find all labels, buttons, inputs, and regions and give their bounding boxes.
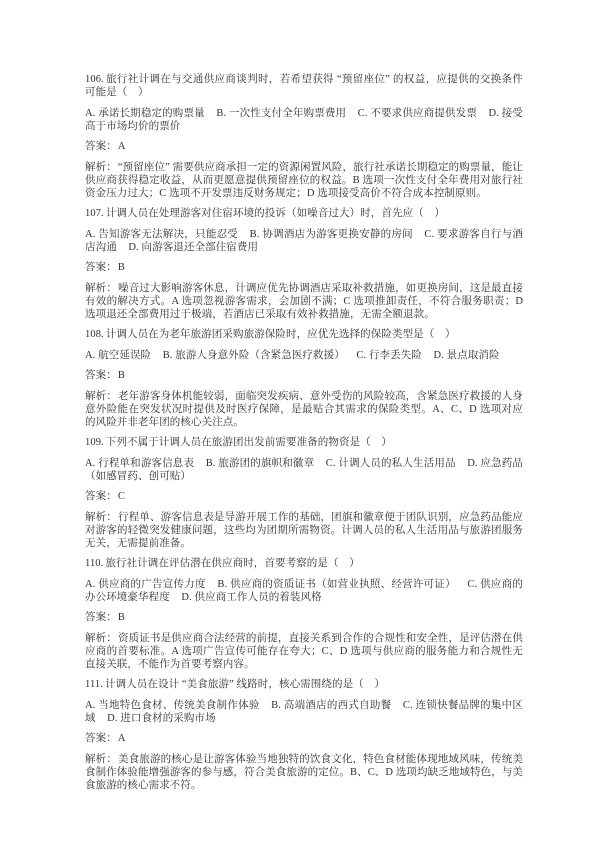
option-b: B. 旅游人身意外险（含紧急医疗救援） [162, 349, 345, 361]
answer-label: 答案： [85, 733, 117, 744]
answer-label: 答案： [85, 612, 117, 623]
question-block-109 [85, 436, 523, 550]
question-stem [85, 557, 523, 570]
question-stem-text: 旅行社计调在评估潜在供应商时，首要考察的是（ ） [105, 558, 360, 569]
answer-line [85, 140, 523, 153]
question-block-106 [85, 73, 523, 200]
question-stem [85, 328, 523, 341]
answer-label: 答案： [85, 141, 117, 152]
option-d: D. 应急药品（如感冒药、创可贴） [85, 457, 523, 482]
analysis-line [85, 282, 523, 321]
option-a: A. 行程单和游客信息表 [85, 457, 195, 469]
option-d: D. 进口食材的采购市场 [107, 712, 216, 724]
question-number: 108. [85, 329, 104, 340]
option-c: C. 不要求供应商提供发票 [357, 107, 477, 119]
analysis-text: “预留座位” 需要供应商承担一定的资源闲置风险，旅行社承诺长期稳定的购票量，能让供应商获得稳定收益，从而更愿意提供预留座位的权益。B 选项一次性支付全年费用对旅行社资金压力过大；C 选项不开发票违反财务规定；D 选项接受高价不符合成本控制原则。 [85, 161, 523, 199]
question-options [85, 699, 523, 725]
option-b: B. 旅游团的旗帜和徽章 [205, 457, 315, 469]
answer-line [85, 490, 523, 503]
answer-line [85, 369, 523, 382]
question-stem-text: 计调人员在处理游客对住宿环境的投诉（如噪音过大）时，首先应（ ） [105, 208, 445, 219]
answer-value: C [117, 491, 125, 502]
option-a: A. 供应商的广告宣传力度 [85, 578, 206, 590]
question-block-107 [85, 207, 523, 321]
question-stem [85, 678, 523, 691]
option-b: B. 供应商的资质证书（如营业执照、经营许可证） [217, 578, 456, 590]
option-d: D. 向游客退还全部住宿费用 [128, 241, 259, 253]
question-block-111 [85, 678, 523, 792]
question-block-108 [85, 328, 523, 429]
question-options [85, 578, 523, 604]
question-stem-text: 旅行社计调在与交通供应商谈判时，若希望获得 “预留座位” 的权益，应提供的交换条件可能是（ ） [85, 74, 523, 98]
analysis-label: 解析： [85, 161, 117, 173]
question-number: 111. [85, 679, 103, 690]
question-number: 107. [85, 208, 104, 219]
question-options [85, 349, 523, 362]
option-a: A. 承诺长期稳定的购票量 [85, 107, 205, 119]
question-stem-text: 下列不属于计调人员在旅游团出发前需要准备的物资是（ ） [105, 437, 392, 448]
option-d: D. 景点取消险 [433, 349, 500, 361]
answer-label: 答案： [85, 262, 117, 273]
answer-label: 答案： [85, 370, 117, 381]
question-number: 106. [85, 74, 104, 85]
answer-value: A [117, 733, 126, 744]
option-b: B. 协调酒店为游客更换安静的房间 [249, 228, 413, 240]
option-d: D. 供应商工作人员的着装风格 [181, 591, 322, 603]
question-stem [85, 436, 523, 449]
answer-value: B [117, 612, 125, 623]
answer-line [85, 611, 523, 624]
document-page [85, 73, 523, 799]
question-number: 110. [85, 558, 104, 569]
question-stem-text: 计调人员在设计 “美食旅游” 线路时，核心需围绕的是（ ） [105, 679, 385, 690]
question-number: 109. [85, 437, 104, 448]
option-c: C. 要求游客自行与酒店沟通 [85, 228, 523, 253]
analysis-text: 老年游客身体机能较弱，面临突发疾病、意外受伤的风险较高，含紧急医疗救援的人身意外险能在突发状况时提供及时医疗保障，是最贴合其需求的保险类型。A、C、D 选项对应的风险并非老年团的核心关注点。 [85, 390, 523, 428]
answer-line [85, 261, 523, 274]
analysis-text: 噪音过大影响游客休息，计调应优先协调酒店采取补救措施，如更换房间，这是最直接有效的解决方式。A 选项忽视游客需求，会加剧不满；C 选项推卸责任，不符合服务职责；D 选项退还全部费用过于极端，若酒店已采取有效补救措施，无需全额退款。 [85, 282, 523, 320]
option-a: A. 当地特色食材、传统美食制作体验 [85, 699, 260, 711]
option-c: C. 计调人员的私人生活用品 [325, 457, 456, 469]
option-a: A. 航空延误险 [85, 349, 152, 361]
question-block-110 [85, 557, 523, 671]
option-a: A. 告知游客无法解决，只能忍受 [85, 228, 239, 240]
analysis-label: 解析： [85, 511, 117, 523]
question-stem-text: 计调人员在为老年旅游团采购旅游保险时，应优先选择的保险类型是（ ） [105, 329, 456, 340]
analysis-line [85, 161, 523, 200]
analysis-label: 解析： [85, 753, 117, 765]
option-b: B. 高端酒店的西式自助餐 [271, 699, 392, 711]
analysis-line [85, 390, 523, 429]
question-stem [85, 207, 523, 220]
analysis-label: 解析： [85, 390, 117, 402]
analysis-line [85, 511, 523, 550]
answer-value: B [117, 370, 125, 381]
question-options [85, 228, 523, 254]
option-b: B. 一次性支付全年购票费用 [216, 107, 347, 119]
question-options [85, 107, 523, 133]
analysis-line [85, 753, 523, 792]
analysis-label: 解析： [85, 282, 117, 294]
analysis-label: 解析： [85, 632, 117, 644]
question-options [85, 457, 523, 483]
option-c: C. 供应商的办公环境豪华程度 [85, 578, 523, 603]
question-stem [85, 73, 523, 99]
analysis-text: 行程单、游客信息表是导游开展工作的基础，团旗和徽章便于团队识别，应急药品能应对游客的轻微突发健康问题，这些均为团期所需物资。计调人员的私人生活用品与旅游团服务无关，无需提前准备。 [85, 511, 523, 549]
analysis-text: 美食旅游的核心是让游客体验当地独特的饮食文化，特色食材能体现地域风味，传统美食制作体验能增强游客的参与感，符合美食旅游的定位。B、C、D 选项均缺乏地域特色，与美食旅游的核心需求不符。 [85, 753, 524, 791]
option-c: C. 连锁快餐品牌的集中区域 [85, 699, 523, 724]
answer-label: 答案： [85, 491, 117, 502]
answer-value: B [117, 262, 125, 273]
answer-value: A [117, 141, 126, 152]
analysis-text: 资质证书是供应商合法经营的前提，直接关系到合作的合规性和安全性，是评估潜在供应商的首要标准。A 选项广告宣传可能存在夸大；C、D 选项与供应商的服务能力和合规性无直接关联，不能作为首要考察内容。 [85, 632, 523, 670]
option-d: D. 接受高于市场均价的票价 [85, 107, 523, 132]
answer-line [85, 732, 523, 745]
option-c: C. 行李丢失险 [356, 349, 422, 361]
analysis-line [85, 632, 523, 671]
